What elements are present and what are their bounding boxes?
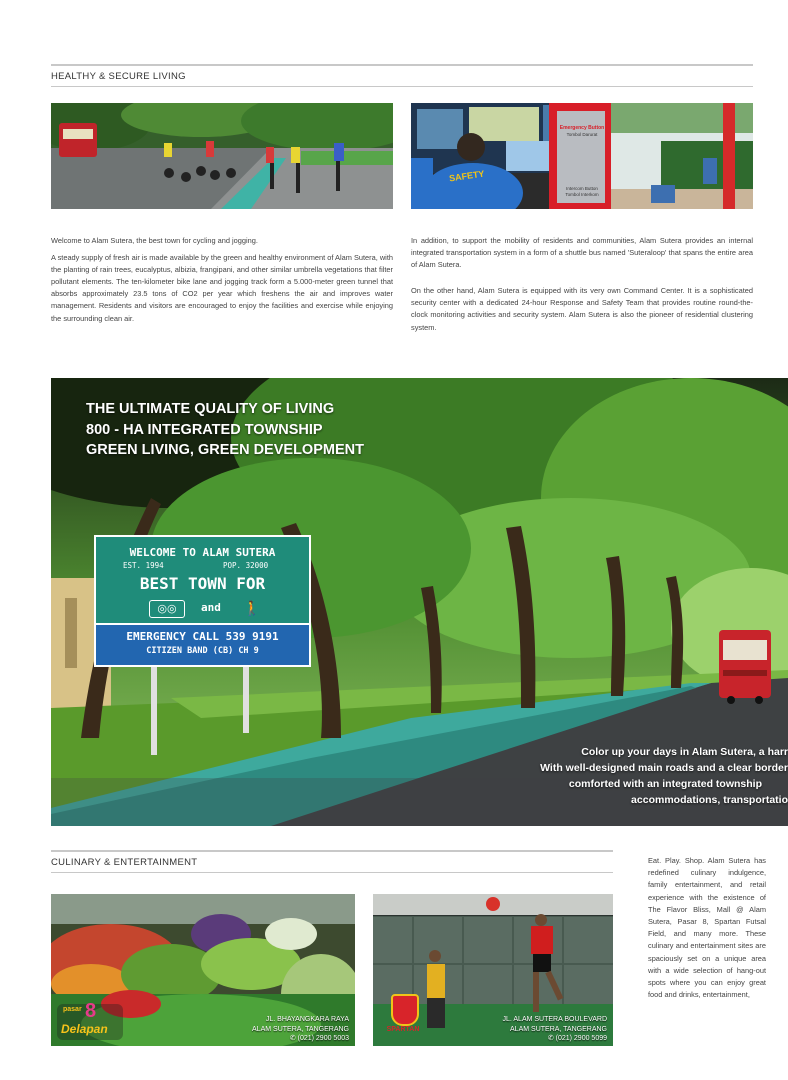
address-line: ALAM SUTERA, TANGERANG <box>252 1025 349 1033</box>
photo-pasar-delapan <box>51 894 355 1046</box>
sign-est: EST. 1994 <box>123 561 164 570</box>
sign-best-town: BEST TOWN FOR <box>139 574 266 593</box>
spartan-logo <box>381 994 425 1038</box>
logo-delapan: Delapan <box>61 1022 108 1036</box>
sign-pop: POP. 32000 <box>223 561 269 570</box>
logo-spartan: SPARTAN <box>386 1026 420 1033</box>
headline-line: GREEN LIVING, GREEN DEVELOPMENT <box>86 442 364 458</box>
bicycle-icon: ◎◎ <box>149 600 185 618</box>
logo-number: 8 <box>85 1000 97 1022</box>
sign-citizen-band: CITIZEN BAND (CB) CH 9 <box>146 646 259 656</box>
section-title-healthy: HEALTHY & SECURE LIVING <box>51 71 186 82</box>
paragraph: A steady supply of fresh air is made available by the green and healthy environment of Alam Sutera, with the planting of rain trees, eucalyptus, albizia, frangipani, and other similar umbrella vegetations that filter pollutant elements. The ten-kilometer bike lane and jogging track form a 5.000-meter green tunnel that absorbs approximately 23.5 tons of CO2 per year which freshens the air and improves water management. Residents and visitors are encouraged to enjoy the facilities and exercise while enjoying the surrounding clean air. <box>51 253 393 323</box>
vest-text: SAFETY <box>448 168 486 184</box>
photo-cycling-jogging <box>51 103 393 209</box>
logo-pasar: pasar <box>63 1006 82 1013</box>
hero-caption <box>488 744 788 808</box>
paragraph: In addition, to support the mobility of residents and communities, Alam Sutera provides an internal integrated transportation system in a form of a shuttle bus named 'Suteraloop' that spans the entire area of Alam Sutera. <box>411 236 753 270</box>
section-title-culinary: CULINARY & ENTERTAINMENT <box>51 857 198 868</box>
phone-line: ✆ (021) 2900 5099 <box>547 1035 607 1042</box>
photo-spartan-futsal <box>373 894 613 1046</box>
caption-line: With well-designed main roads and a clear border <box>540 762 788 774</box>
address-line: JL. BHAYANGKARA RAYA <box>265 1016 349 1023</box>
section-rule-top <box>51 64 753 66</box>
pedestrian-icon: 🚶 <box>243 600 261 616</box>
photo-command-center <box>411 103 753 209</box>
section-rule-bottom <box>51 86 753 87</box>
market-address <box>252 1015 349 1044</box>
address-line: ALAM SUTERA, TANGERANG <box>510 1025 607 1033</box>
spartan-shield-icon <box>391 994 419 1026</box>
futsal-address <box>502 1015 607 1044</box>
pasar8-logo <box>57 1000 123 1040</box>
cycling-scene <box>51 103 393 209</box>
culinary-side-text: Eat. Play. Shop. Alam Sutera has redefined culinary indulgence, family entertainment, and retail experience with the existence of The Flavor Bliss, Mall @ Alam Sutera, Pasar 8, Spartan Futsal Field, and many more. These culinary and entertainment sites are spaciously set on a unique area with a wide selection of hang-out spots where you can enjoy great food and drinks, entertainment, <box>648 856 766 1000</box>
headline-line: 800 - HA INTEGRATED TOWNSHIP <box>86 421 323 438</box>
caption-line: comforted with an integrated township <box>568 778 762 790</box>
sign-emergency-sub: Tombol Darurat <box>566 132 598 137</box>
healthy-text-right <box>411 235 753 339</box>
sign-emergency-call: EMERGENCY CALL 539 9191 <box>126 630 279 643</box>
sign-emergency-button: Emergency Button <box>559 125 605 131</box>
section-rule-top <box>51 850 613 852</box>
caption-line: accommodations, transportatio <box>631 794 788 806</box>
caption-line: Color up your days in Alam Sutera, a harr <box>581 746 788 758</box>
section-rule-bottom <box>51 872 613 873</box>
healthy-text-left <box>51 235 393 330</box>
sign-intercom-button: Intercom Button <box>566 186 598 191</box>
sign-and: and <box>201 601 221 614</box>
phone-line: ✆ (021) 2900 5003 <box>289 1035 349 1042</box>
sign-welcome: WELCOME TO ALAM SUTERA <box>129 546 276 559</box>
sign-intercom-sub: Tombol Interkom <box>565 192 599 197</box>
hero-headline <box>86 399 364 461</box>
address-line: JL. ALAM SUTERA BOULEVARD <box>502 1016 607 1023</box>
paragraph: On the other hand, Alam Sutera is equipped with its very own Command Center. It is a sophisticated security center with a dedicated 24-hour Response and Safety Team that provides routine round-the-clock monitoring activities and security system. Alam Sutera is also the pioneer of residential clustering system. <box>411 286 753 332</box>
paragraph: Welcome to Alam Sutera, the best town for cycling and jogging. <box>51 236 258 245</box>
headline-line: THE ULTIMATE QUALITY OF LIVING <box>86 401 335 417</box>
